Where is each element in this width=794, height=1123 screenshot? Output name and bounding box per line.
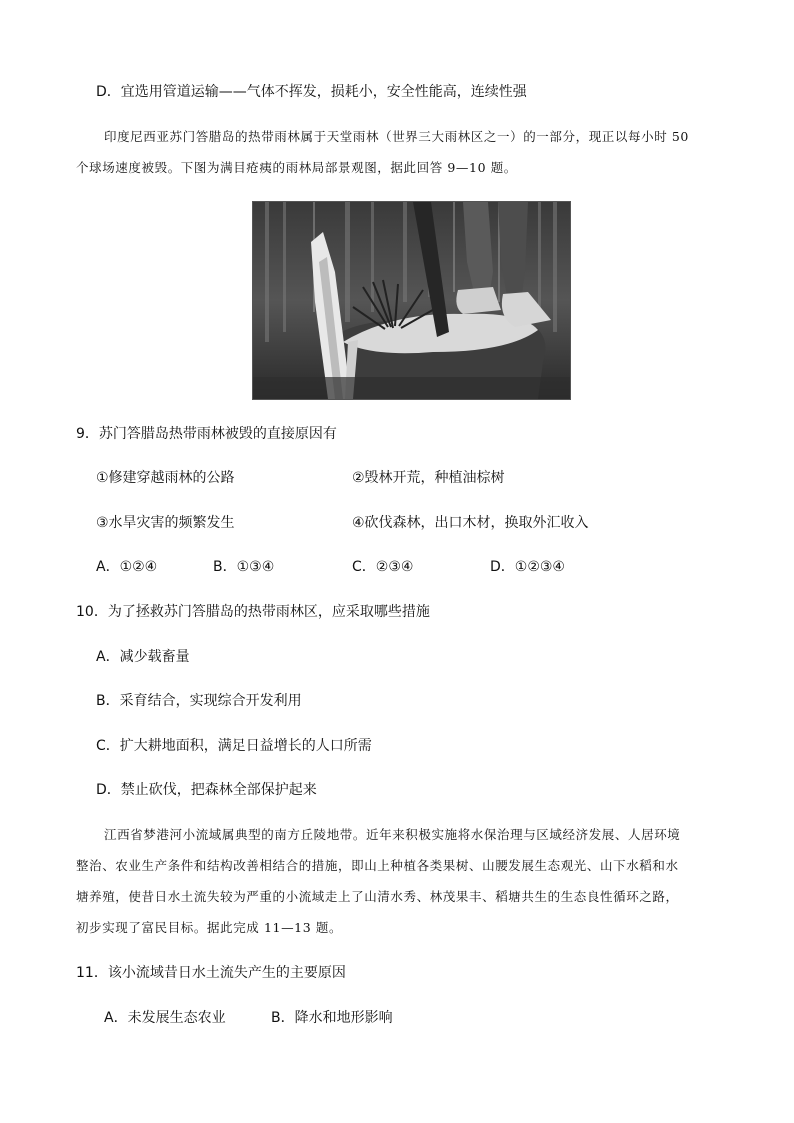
q10-choice-c[interactable]: C．扩大耕地面积，满足日益增长的人口所需 xyxy=(96,738,372,754)
q10-choice-b[interactable]: B．采育结合，实现综合开发利用 xyxy=(96,693,302,709)
q11-choice-a[interactable]: A．未发展生态农业 xyxy=(104,1010,226,1026)
passage2-line-3: 塘养殖，使昔日水土流失较为严重的小流域走上了山清水秀、林茂果丰、稻塘共生的生态良性循环之路， xyxy=(76,889,679,904)
passage-intro-line-2: 个球场速度被毁。下图为满目疮痍的雨林局部景观图，据此回答 9—10 题。 xyxy=(76,160,517,175)
q9-choice-d[interactable]: D．①②③④ xyxy=(490,559,565,575)
question-9-stem: 9．苏门答腊岛热带雨林被毁的直接原因有 xyxy=(76,426,337,442)
q9-item-2: ②毁林开荒，种植油棕树 xyxy=(352,470,505,486)
q9-item-1: ①修建穿越雨林的公路 xyxy=(96,470,235,486)
passage2-line-1: 江西省梦港河小流域属典型的南方丘陵地带。近年来积极实施将水保治理与区域经济发展、人居环境 xyxy=(104,827,681,842)
q9-choice-c[interactable]: C．②③④ xyxy=(352,559,414,575)
passage2-line-2: 整治、农业生产条件和结构改善相结合的措施，即山上种植各类果树、山腰发展生态观光、山下水稻和水 xyxy=(76,858,679,873)
q9-item-4: ④砍伐森林，出口木材，换取外汇收入 xyxy=(352,515,589,531)
rainforest-destruction-photo xyxy=(252,201,571,400)
prev-question-option-d: D．宜选用管道运输——气体不挥发，损耗小，安全性能高，连续性强 xyxy=(96,84,527,100)
passage-intro-line-1: 印度尼西亚苏门答腊岛的热带雨林属于天堂雨林（世界三大雨林区之一）的一部分，现正以每小时 50 xyxy=(104,129,689,144)
q10-choice-d[interactable]: D．禁止砍伐，把森林全部保护起来 xyxy=(96,782,317,798)
question-11-stem: 11．该小流域昔日水土流失产生的主要原因 xyxy=(76,965,346,981)
q9-choice-b[interactable]: B．①③④ xyxy=(213,559,275,575)
q10-choice-a[interactable]: A．减少载畜量 xyxy=(96,649,190,665)
passage2-line-4: 初步实现了富民目标。据此完成 11—13 题。 xyxy=(76,920,343,935)
q9-choice-a[interactable]: A．①②④ xyxy=(96,559,158,575)
q11-choice-b[interactable]: B．降水和地形影响 xyxy=(271,1010,393,1026)
q9-item-3: ③水旱灾害的频繁发生 xyxy=(96,515,235,531)
question-10-stem: 10．为了拯救苏门答腊岛的热带雨林区，应采取哪些措施 xyxy=(76,604,430,620)
